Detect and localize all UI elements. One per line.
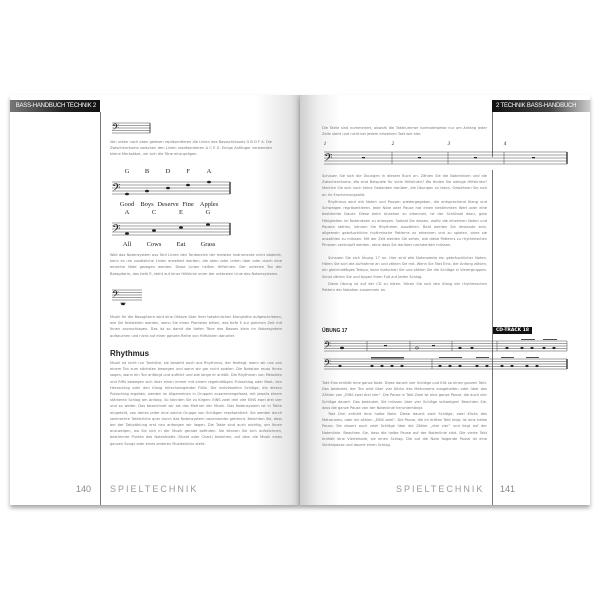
exercise-17-notation — [322, 337, 572, 373]
paragraph: Diese Übung ist auf der CD zu hören. Hören Sie sich den Klang der rhythmischen Pattern der Notation zusammen an. — [322, 282, 487, 293]
measure-number: 1 — [323, 142, 327, 147]
numbered-measures-staff — [322, 147, 572, 167]
mnemonic-word: Boys — [140, 201, 154, 208]
paragraph: Schauen Sie sich die Übungen in diesem Buch an. Zählen Sie die Notenlinien und die Zwischenräume. Wo sind Beispiele für viele Hilfslinien? Wo finden Sie wenige Hilfslinien? Machen Sie sich noch keine Gedanken darüber, die Übungen zu lesen. Gewöhnen Sie sich an ihr Erscheinungsbild. — [322, 174, 487, 197]
mnemonic-word: Eat — [176, 241, 186, 248]
running-header: 2 TECHNIK BASS-HANDBUCH — [492, 100, 590, 112]
bass-clef-staff — [110, 120, 155, 136]
svg-text:𝄢: 𝄢 — [112, 223, 121, 238]
section-heading: Rhythmus — [110, 349, 150, 358]
left-page — [10, 95, 300, 505]
margin-rule — [100, 112, 101, 505]
note-name: D — [165, 168, 171, 175]
mnemonic-word: Good — [119, 201, 135, 208]
paragraph: Von unten nach oben gelesen repräsentieren die Linien des Bassschlüssels G B D F A. Die Zwischenräume zwischen den Linien repräsentieren A C E G. Einige Anfänger verwenden kleine Merksätze, um sich die Töne einzuprägen. — [110, 140, 272, 157]
mnemonic-word: Fine — [182, 201, 194, 208]
note-name: A — [206, 168, 212, 175]
svg-text:𝄢: 𝄢 — [112, 182, 121, 197]
staff-spaces-notes — [110, 219, 235, 239]
mnemonic-word: Cows — [146, 241, 162, 248]
svg-text:𝄢: 𝄢 — [324, 340, 332, 353]
cd-track-badge: CD-TRACK 18 — [493, 327, 532, 334]
footer-title: SPIELTECHNIK — [110, 484, 199, 494]
note-name: E — [179, 209, 183, 216]
paragraph: Rhythmus wird mit Noten und Pausen wiedergegeben, die entsprechend Klang und Schweigen repräsentieren. Jede Note oder Pause hat einen bestimmten Wert oder eine bestimmte Dauer. Diese beim Ansehen zu erkennen, ist der Schlüssel dazu, gute Fähigkeiten im Notenlesen zu erlangen. Sobald Sie wissen, wofür die einzelnen Noten und Pausen stehen, können Sie Rhythmen auszählen. Bald werden Sie imstande sein, allgemein gebräuchliche rhythmische Patterns zu erkennen und zu spielen, ohne sie auszählen zu müssen. Mit der Zeit werden Sie sehen, wie diese Patterns zu rhythmischen Phrasen verknüpft werden, ohne dass Sie darüber nachdenken müssen. — [322, 200, 487, 248]
mnemonic-word: All — [122, 241, 132, 248]
note-name: G — [124, 168, 130, 175]
paragraph: Takt Eins enthält eine ganze Note. Diese dauert vier Schläge und Klik so einen ganzen Takt. Das bedeutet, der Ton wird über vier Klicks des Metronoms ausgehalten oder über das Zählen von „EINS zwei drei vier“. Die Pause in Takt Zwei ist eine ganze Pause, die auch vier Schläge dauert. Das bedeutet, Sie müssen über vier Schläge schweigen! Beachten Sie, dass die ganze Pause von der Notenlinie herunterhängt. — [322, 381, 487, 410]
paragraph: Schauen Sie sich Übung 17 an. Hier sind alle Notenwerte ein gebräuchlicher Noten. Hören Sie sich die Aufnahme an und zählen Sie mit. Wenn Sie Takt Eins, der Anfang zählen, ein gleichmäßiges Tempo, dann klatschen Sie und zählen Sie die Schläge in Vierergruppen. Sonst zählen Sie und tippen Ihren Fuß auf jeden Schlag. — [322, 256, 487, 279]
svg-text:𝄢: 𝄢 — [324, 358, 332, 371]
footer-title: SPIELTECHNIK — [396, 484, 485, 494]
mnemonic-word: Grass — [200, 241, 216, 248]
ledger-line-staff — [110, 287, 145, 307]
note-name: B — [144, 168, 150, 175]
running-header: BASS-HANDBUCH TECHNIK 2 — [10, 100, 100, 112]
note-name: F — [186, 168, 190, 175]
paragraph: Takt Drei enthält eine halbe Note. Diese dauert zwei Schläge, zwei Klicks des Metronoms, oder wir zählen „EINS zwei“. Die Pause, die im dritten Takt folgt, ist eine halbe Pause. Sie dauert auch zwei Schläge über die Zähler „drei vier“ und liegt auf der Notenlinie. Beachten Sie, dass die halbe Pause auf der Notenlinie sitzt. Die vierte Takt enthält eine Viertelnote, sie einen Schlag. Die auf die Note folgende Pause ist eine Viertelpause und dauert einen Schlag. — [322, 412, 487, 448]
note-name: G — [205, 209, 211, 216]
svg-text:𝄢: 𝄢 — [112, 122, 120, 135]
paragraph: Die Takte sind nummeriert, obwohl die Taktnummer normalerweise nur am Anfang jeder Zeile steht und nicht bei jedem einzelnen Takt wie hier. — [322, 126, 487, 137]
page-number: 141 — [500, 484, 516, 494]
note-name: C — [151, 209, 157, 216]
measure-number: 2 — [391, 142, 395, 147]
paragraph: Musik ist nicht nur Tonhöhe, sie besteht auch aus Rhythmus, der festlegt, wann wir uns von einem Ton zum nächsten bewegen und wann wir gar nicht spielen. Die Notation muss Ihnen sagen, wann ein Ton anfängt und aufhört und wie lange er anhält. Die Rhythmen von Melodien und Riffs bewegen sich über einen immer mit einem regelmäßigen Pulsschlag oder Beat, den Herzschlag oder den Klang mitschwingender Füße. Die individuellen Schläge, die diesen Pulsschlag ergeben, werden im Allgemeinen in Gruppen zusammengefasst, mit jeweils einem stärkeren Schlag am Anfang. So könnten Sie zu Kirgen: EINS zwei drei vier EINS zwei drei vier und so weiter. Das bezeichnet wir als das Metrum der Musik. Das Notensystem ist in Takte eingeteilt, von denen jeder eine solche Gruppe von Schlägen repräsentiert. Sie werden durch senkrechte Taktstriche quer durch das Notensystem voneinander getrennt. Beachten Sie, dass bei der Taktzählung erst neu anfangen wir liegen. Die Takte sind auch wichtig, um Ihnen anzuzeigen, wo Sie sich in der Musik gerade befinden. Sie können Sie sich aufzeichnen, bestimmte Punkte des Notenblatts (Sheet oder Chart) beziehen, auf dem die Musik eines ganzen Songs oder eines anderen Musikstücks steht. — [110, 361, 282, 446]
note-name: A — [124, 209, 130, 216]
paragraph: Weil das Notensystem aus fünf Linien den Tonbereich der meisten Instrumente nicht abdeckt, kann es um zusätzliche Linien erweitert werden, die oben oder unten über oder durch eine einzelne Note gezogen werden. Diese Linien heißen Hilfslinien. Der unterste Ton der Bassgitarre, das tiefe E, steht auf einer Hilfslinie unter der untersten Linie des Notensystems. — [110, 253, 282, 276]
svg-text:𝄢: 𝄢 — [112, 289, 120, 302]
measure-number: 3 — [447, 142, 451, 147]
mnemonic-word: Apples — [199, 201, 219, 208]
measure-number: 4 — [503, 142, 507, 147]
svg-text:𝄢: 𝄢 — [324, 152, 333, 167]
exercise-label: ÜBUNG 17 — [322, 328, 348, 334]
page-number: 140 — [76, 484, 92, 494]
paragraph: Musik für die Bassgitarre wird eine Oktave über ihrer tatsächlichen Klanghöhe aufgeschrieben, wie Sie feststellen werden, wenn Sie einen Pianisten bitten, das tiefe E zur gleichen Zeit mit Ihnen anzuschlagen. Das ist so damit die tiefen Töne des Basses klein im Notensystem auftauchen und nicht auf einer ganzen Reihe von Hilfslinien darunter. — [110, 315, 282, 338]
mnemonic-word: Deserve — [157, 201, 179, 208]
staff-lines-notes — [110, 178, 235, 198]
right-page — [300, 95, 590, 505]
